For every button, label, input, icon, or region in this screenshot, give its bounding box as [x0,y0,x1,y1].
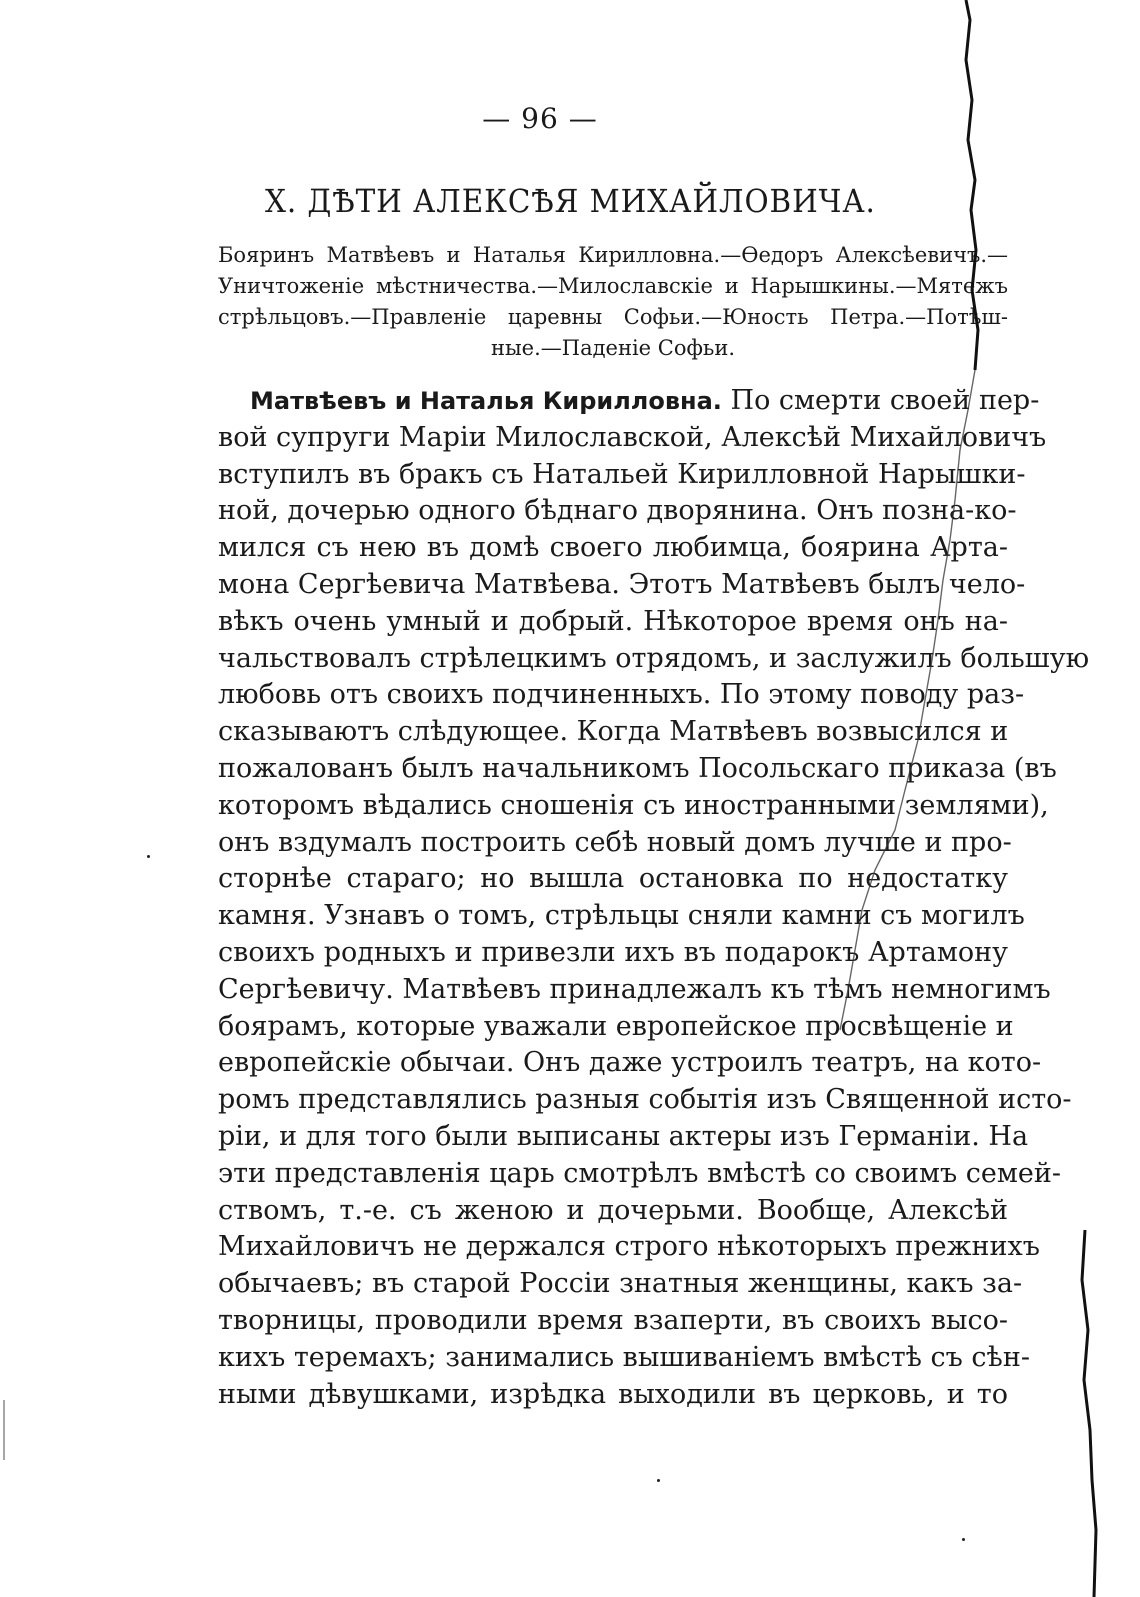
body-line: Сергѣевичу. Матвѣевъ принадлежалъ къ тѣмъ немногимъ [218,973,1051,1005]
body-line: вой супруги Маріи Милославской, Алексѣй Михайловичъ [218,421,1047,453]
body-line: онъ вздумалъ построить себѣ новый домъ лучше и про- [218,826,1012,858]
body-line: чальствовалъ стрѣлецкимъ отрядомъ, и заслужилъ большую [218,642,1090,674]
body-line: эти представленія царь смотрѣлъ вмѣстѣ со своимъ семей- [218,1157,1061,1189]
body-line: обычаевъ; въ старой Россіи знатныя женщины, какъ за- [218,1268,1023,1300]
body-line: своихъ родныхъ и привезли ихъ въ подарокъ Артамону [218,936,1008,968]
body-line: кихъ теремахъ; занимались вышиваніемъ вмѣстѣ съ сѣн- [218,1341,1030,1373]
body-line: творницы, проводили время взаперти, въ своихъ высо- [218,1304,1008,1336]
body-line: ствомъ, т.-е. съ женою и дочерьми. Вообще, Алексѣй [218,1194,1008,1226]
body-line: вступилъ въ бракъ съ Натальей Кирилловной Нарышки- [218,458,1026,490]
summary-line: ные.—Паденіе Софьи. [490,336,736,360]
body-line: ромъ представлялись разныя событія изъ Священной исто- [218,1084,1072,1116]
body-line: вѣкъ очень умный и добрый. Нѣкоторое время онъ на- [218,605,1008,637]
body-line: ными дѣвушками, изрѣдка выходили въ церковь, и то [218,1378,1008,1410]
body-line: европейскіе обычаи. Онъ даже устроилъ театръ, на кото- [218,1047,1042,1079]
body-line: ріи, и для того были выписаны актеры изъ Германіи. На [218,1120,1029,1152]
body-line: мона Сергѣевича Матвѣева. Этотъ Матвѣевъ былъ чело- [218,568,1026,600]
tear-lower-right [1082,1230,1096,1597]
body-line: камня. Узнавъ о томъ, стрѣльцы сняли камни съ могилъ [218,900,1025,932]
body-line: любовь отъ своихъ подчиненныхъ. По этому поводу раз- [218,679,1025,711]
body-line: которомъ вѣдались сношенія съ иностранными землями), [218,789,1049,821]
summary-line: Бояринъ Матвѣевъ и Наталья Кирилловна.—Ѳедоръ Алексѣевичъ.— [218,243,1008,267]
section-heading: Матвѣевъ и Наталья Кирилловна. [250,387,722,415]
speck [147,855,150,858]
body-line: ной, дочерью одного бѣднаго дворянина. Онъ позна-ко- [218,495,1017,527]
summary-line: стрѣльцовъ.—Правленіе царевны Софьи.—Юность Петра.—Потѣш- [218,305,1008,329]
body-line: пожалованъ былъ начальникомъ Посольскаго приказа (въ [218,752,1057,784]
speck [657,1479,660,1482]
body-line: мился съ нею въ домѣ своего любимца, боярина Арта- [218,532,1008,564]
page-number: — 96 — [482,102,598,135]
body-line: Михайловичъ не держался строго нѣкоторыхъ прежнихъ [218,1231,1040,1263]
body-text [218,383,1090,1413]
body-line: боярамъ, которые уважали европейское просвѣщеніе и [218,1010,1014,1042]
chapter-title: X. ДѢТИ АЛЕКСѢЯ МИХАЙЛОВИЧА. [264,182,876,220]
speck [962,1538,965,1541]
chapter-summary [218,240,1008,364]
body-line: По смерти своей пер- [730,385,1040,416]
summary-line: Уничтоженіе мѣстничества.—Милославскіе и Нарышкины.—Мятежъ [218,274,1008,298]
body-first-line [218,383,1040,420]
body-line: сказываютъ слѣдующее. Когда Матвѣевъ возвысился и [218,716,1009,748]
body-line: сторнѣе стараго; но вышла остановка по недостатку [218,863,1008,895]
